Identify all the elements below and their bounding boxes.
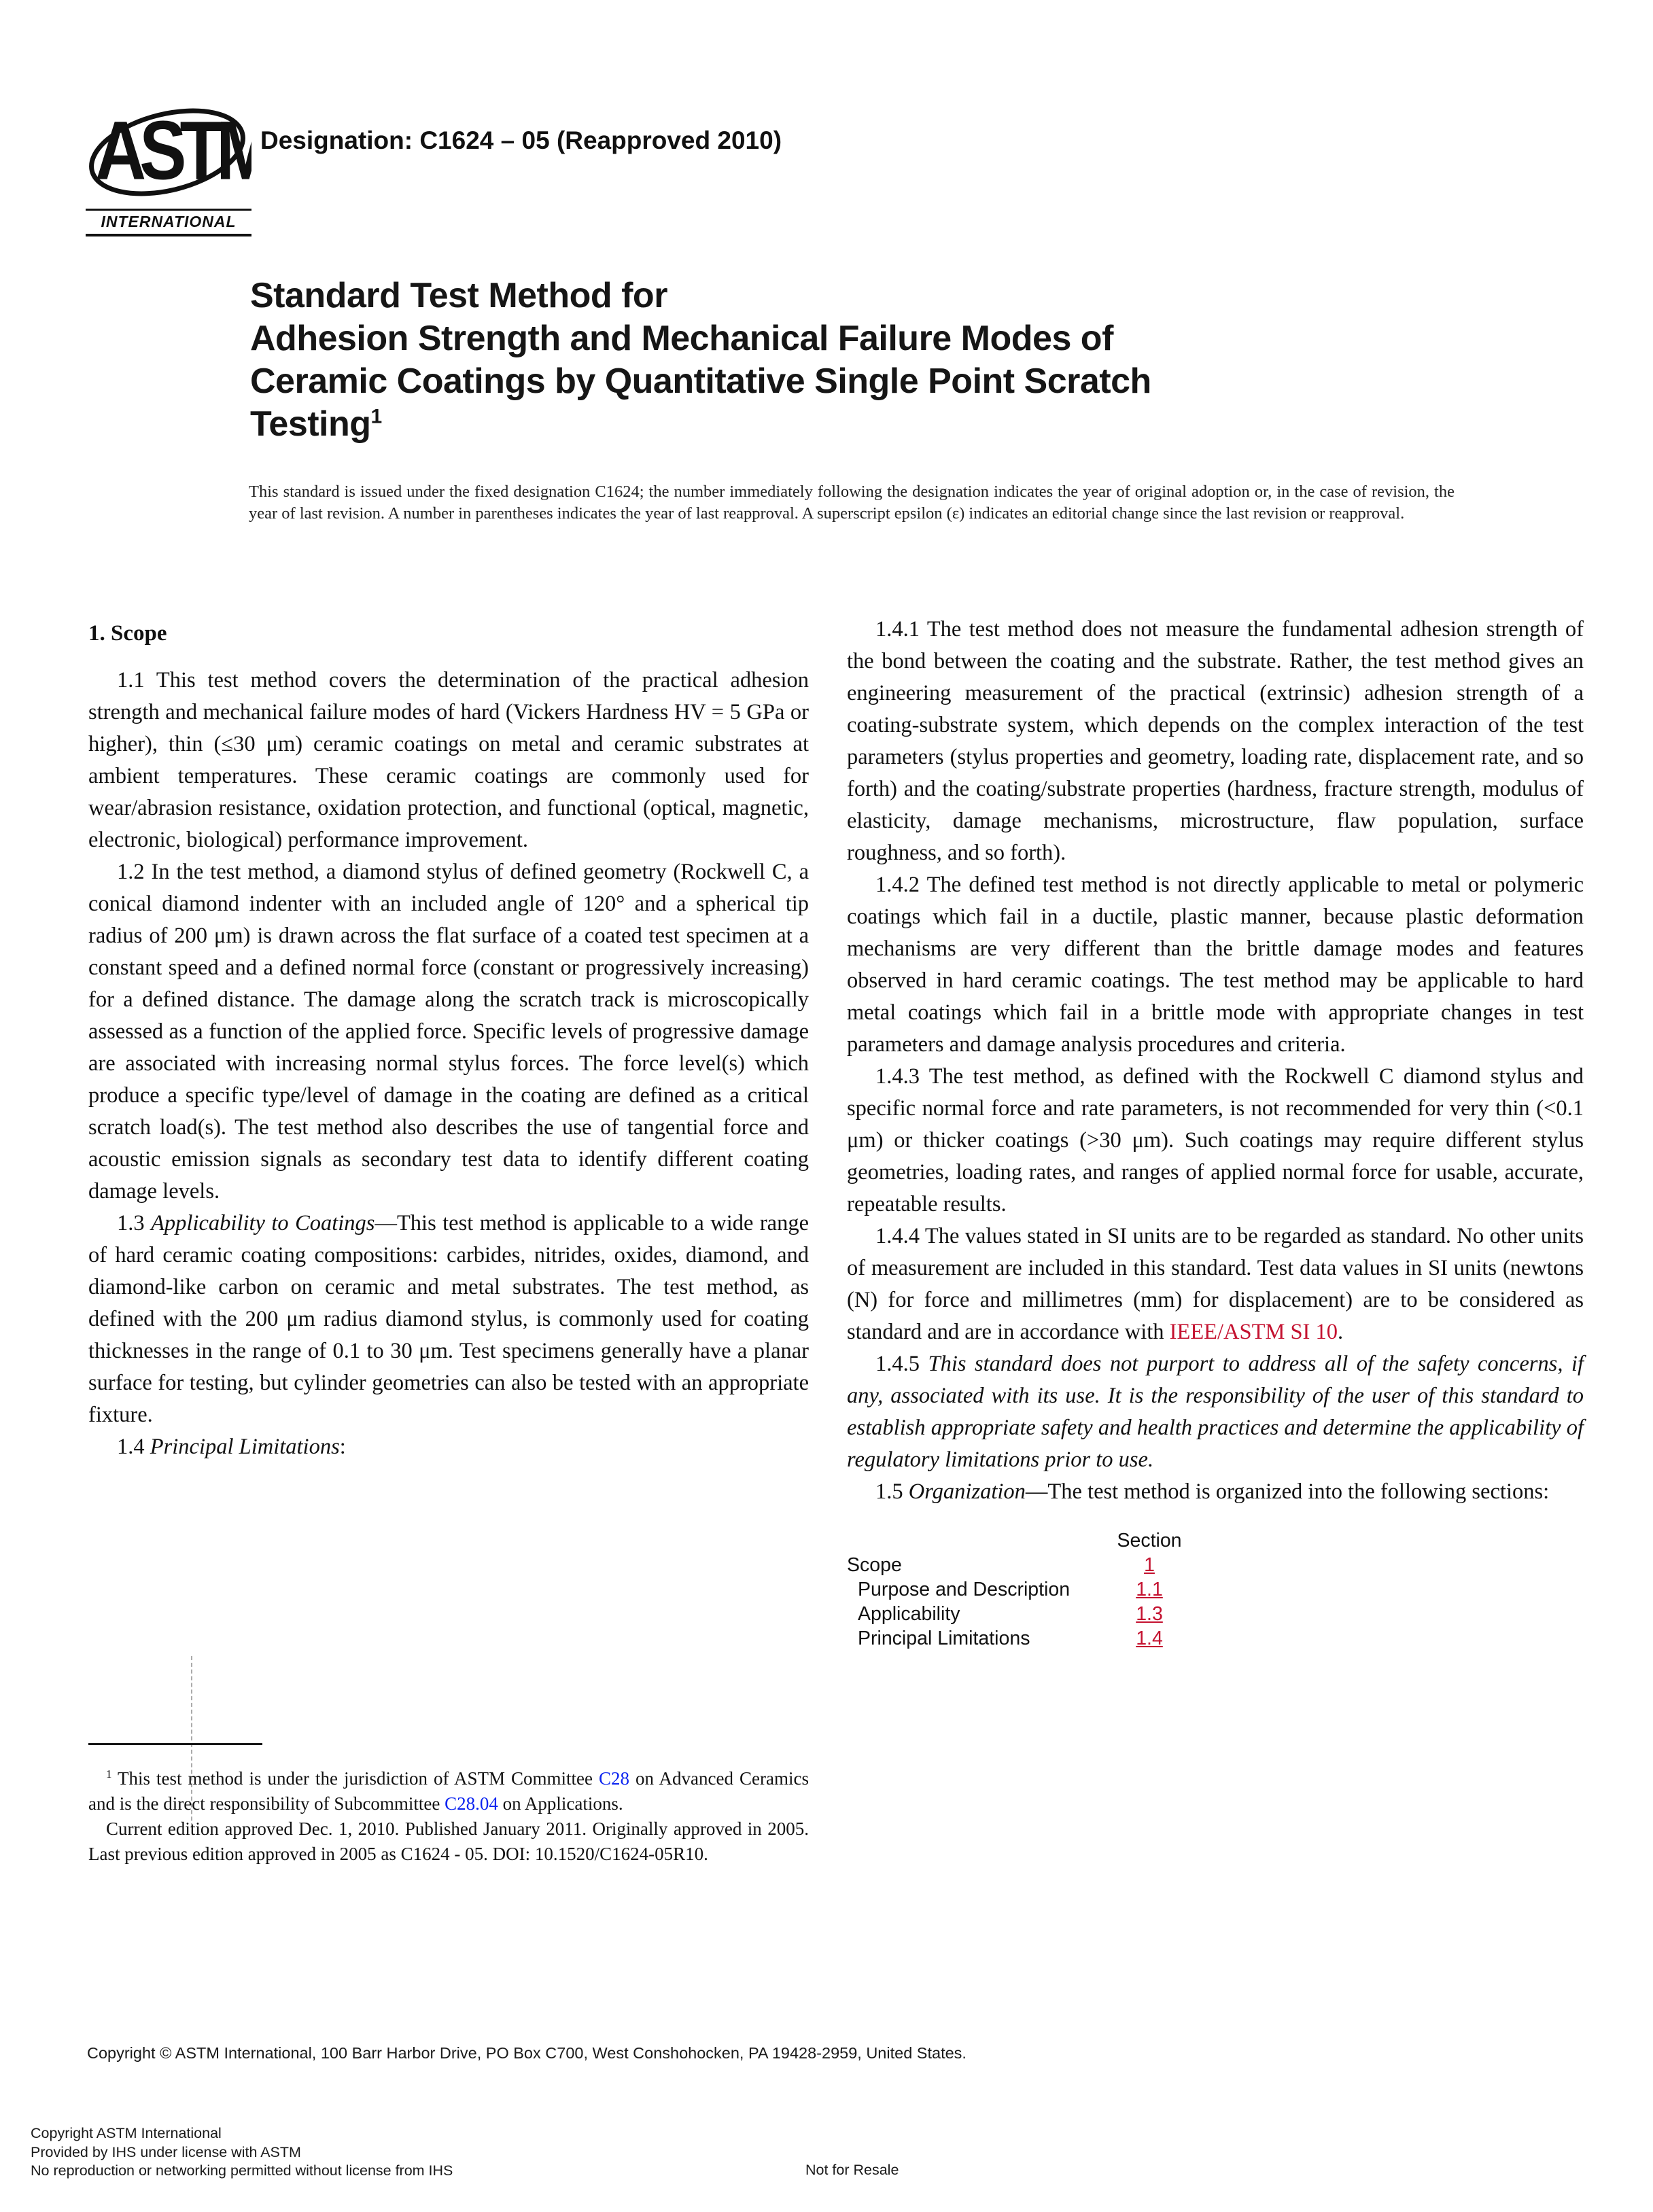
- paragraph-1-4-4-body: 1.4.4 The values stated in SI units are to be regarded as standard. No other units of measurement are included in this standard. Test data values in SI units (newtons (N) for force and millimetres (mm) for displacement) are to be considered as standard and are in accordance with: [847, 1224, 1584, 1344]
- ihs-line-1: Copyright ASTM International: [31, 2125, 222, 2141]
- paragraph-1-4-4-end: .: [1338, 1320, 1344, 1344]
- section-table-header-spacer: [847, 1528, 1112, 1553]
- ihs-line-3: No reproduction or networking permitted without license from IHS: [31, 2162, 453, 2179]
- title-line-1: Adhesion Strength and Mechanical Failure Modes of: [250, 319, 1113, 358]
- subcommittee-c28-04-link[interactable]: C28.04: [445, 1793, 498, 1814]
- paragraph-1-4-3: 1.4.3 The test method, as defined with the Rockwell C diamond stylus and specific normal force and rate parameters, is not recommended for very thin (<0.1 μm) or thicker coatings (>30 μm). Such coatings may require different stylus geometries, loading rates, and ranges of applied normal force for usable, accurate, repeatable results.: [847, 1064, 1584, 1216]
- astm-globe-icon: [86, 101, 251, 204]
- paragraph-1-4-2: 1.4.2 The defined test method is not directly applicable to metal or polymeric coatings which fail in a ductile, plastic manner, because plastic deformation mechanisms are very different than the brittle damage modes and features observed in hard ceramic coatings. The test method may be applicable to hard metal coatings which fail in a brittle mode with appropriate changes in test parameters and damage analysis procedures and criteria.: [847, 873, 1584, 1057]
- paragraph-1-4-number: 1.4: [117, 1435, 150, 1459]
- paragraph-1-2: 1.2 In the test method, a diamond stylus of defined geometry (Rockwell C, a conical diamond indenter with an included angle of 120° and a spherical tip radius of 200 μm) is drawn across the flat surface of a coated test specimen at a constant speed and a defined normal force (constant or progressively increasing) for a defined distance. The damage along the scratch track is microscopically assessed as a function of the applied force. Specific levels of progressive damage are associated with increasing normal stylus forces. The force level(s) which produce a specific type/level of damage in the coating are defined as a critical scratch load(s). The test method also describes the use of tangential force and acoustic emission signals as secondary test data to identify different coating damage levels.: [88, 860, 809, 1204]
- section-row-link[interactable]: 1.3: [1136, 1603, 1163, 1625]
- paragraph-1-5-lead: Organization: [908, 1479, 1026, 1504]
- footnote-1-seg3: on Applications.: [498, 1793, 623, 1814]
- paragraph-1-5: [847, 1476, 1584, 1508]
- section-table-header-row: [847, 1528, 1187, 1553]
- paragraph-1-5-number: 1.5: [875, 1479, 909, 1504]
- paragraph-1-3-number: 1.3: [117, 1211, 152, 1235]
- paragraph-1-5-body: —The test method is organized into the following sections:: [1025, 1479, 1550, 1504]
- footer-copyright: Copyright © ASTM International, 100 Barr Harbor Drive, PO Box C700, West Conshohocken, PA 19428-2959, United States.: [87, 2044, 967, 2062]
- not-for-resale-label: Not for Resale: [805, 2162, 899, 2178]
- section-row-label: Principal Limitations: [858, 1628, 1030, 1649]
- section-table-header: Section: [1117, 1530, 1182, 1551]
- footnote-divider: [88, 1743, 262, 1745]
- section-row-label: Scope: [847, 1554, 902, 1576]
- section-row-link[interactable]: 1.4: [1136, 1628, 1163, 1649]
- document-title: [250, 275, 1151, 446]
- footnote-block: [88, 1743, 809, 1867]
- scope-heading: 1. Scope: [88, 621, 167, 646]
- footnote-1-seg1: This test method is under the jurisdiction of ASTM Committee: [111, 1768, 599, 1789]
- title-line-3: Testing: [250, 404, 371, 444]
- footnote-1-marker: 1: [106, 1768, 112, 1780]
- section-table: [847, 1528, 1187, 1651]
- paragraph-1-4-5-number: 1.4.5: [875, 1352, 928, 1376]
- paragraph-1-4-colon: :: [339, 1435, 346, 1459]
- paragraph-1-3-lead: Applicability to Coatings: [151, 1211, 375, 1235]
- footnote-1-seg2: on Advanced Ceramics and is the direct responsibility of Subcommittee: [88, 1768, 809, 1814]
- section-row-link[interactable]: 1: [1144, 1554, 1155, 1576]
- issued-note: This standard is issued under the fixed designation C1624; the number immediately following the designation indicates the year of original adoption or, in the case of revision, the year of last revision. A number in parentheses indicates the year of last reapproval. A superscript epsilon (ε) indicates an editorial change since the last revision or reapproval.: [249, 482, 1455, 523]
- logo-international-label: INTERNATIONAL: [86, 209, 251, 236]
- ihs-line-2: Provided by IHS under license with ASTM: [31, 2143, 301, 2160]
- right-column: [847, 614, 1584, 1651]
- paragraph-1-4: [88, 1431, 809, 1463]
- committee-c28-link[interactable]: C28: [599, 1768, 630, 1789]
- svg-text:ASTM: ASTM: [95, 104, 251, 198]
- paragraph-1-3: [88, 1208, 809, 1431]
- section-row-label: Applicability: [858, 1603, 960, 1625]
- paragraph-1-4-5-text: This standard does not purport to address all of the safety concerns, if any, associated with its use. It is the responsibility of the user of this standard to establish appropriate safety and health practices and determine the applicability of regulatory limitations prior to use.: [847, 1352, 1584, 1472]
- footnote-edition: Current edition approved Dec. 1, 2010. Published January 2011. Originally approved in 2005. Last previous edition approved in 2005 as C1624 - 05. DOI: 10.1520/C1624-05R10.: [88, 1819, 809, 1864]
- table-row: [847, 1602, 1187, 1626]
- left-column: [88, 614, 809, 1463]
- paragraph-1-4-4: [847, 1221, 1584, 1348]
- table-row: [847, 1553, 1187, 1577]
- paragraph-1-3-body: —This test method is applicable to a wide range of hard ceramic coating compositions: carbides, nitrides, oxides, diamond, and diamond-like carbon on ceramic and metal substrates. The test method, as defined with the 200 μm radius diamond stylus, is commonly used for coating thicknesses in the range of 0.1 to 30 μm. Test specimens generally have a planar surface for testing, but cylinder geometries can also be tested with an appropriate fixture.: [88, 1211, 810, 1427]
- paragraph-1-4-5: [847, 1348, 1584, 1476]
- table-row: [847, 1577, 1187, 1602]
- title-kicker: Standard Test Method for: [250, 276, 667, 315]
- title-footnote-ref: 1: [370, 405, 382, 428]
- paragraph-1-1: 1.1 This test method covers the determination of the practical adhesion strength and mechanical failure modes of hard (Vickers Hardness HV = 5 GPa or higher), thin (≤30 μm) ceramic coatings on metal and ceramic substrates at ambient temperatures. These ceramic coatings are commonly used for wear/abrasion resistance, oxidation protection, and functional (optical, magnetic, electronic, biological) performance improvement.: [88, 668, 809, 852]
- title-line-2: Ceramic Coatings by Quantitative Single Point Scratch: [250, 362, 1151, 401]
- section-row-label: Purpose and Description: [858, 1579, 1071, 1600]
- astm-logo: [86, 101, 251, 236]
- designation-line: Designation: C1624 – 05 (Reapproved 2010): [260, 126, 782, 154]
- paragraph-1-4-lead: Principal Limitations: [150, 1435, 340, 1459]
- ihs-license-note: [31, 2124, 453, 2181]
- table-row: [847, 1626, 1187, 1651]
- paragraph-1-4-1: 1.4.1 The test method does not measure the fundamental adhesion strength of the bond between the coating and the substrate. Rather, the test method gives an engineering measurement of the practical (extrinsic) adhesion strength of a coating-substrate system, which depends on the complex interaction of the test parameters (stylus properties and geometry, loading rate, displacement rate, and so forth) and the coating/substrate properties (hardness, fracture strength, modulus of elasticity, damage mechanisms, microstructure, flaw population, surface roughness, and so forth).: [847, 617, 1584, 865]
- si10-link[interactable]: IEEE/ASTM SI 10: [1169, 1320, 1338, 1344]
- section-row-link[interactable]: 1.1: [1136, 1579, 1163, 1600]
- footnote-1: [88, 1761, 809, 1816]
